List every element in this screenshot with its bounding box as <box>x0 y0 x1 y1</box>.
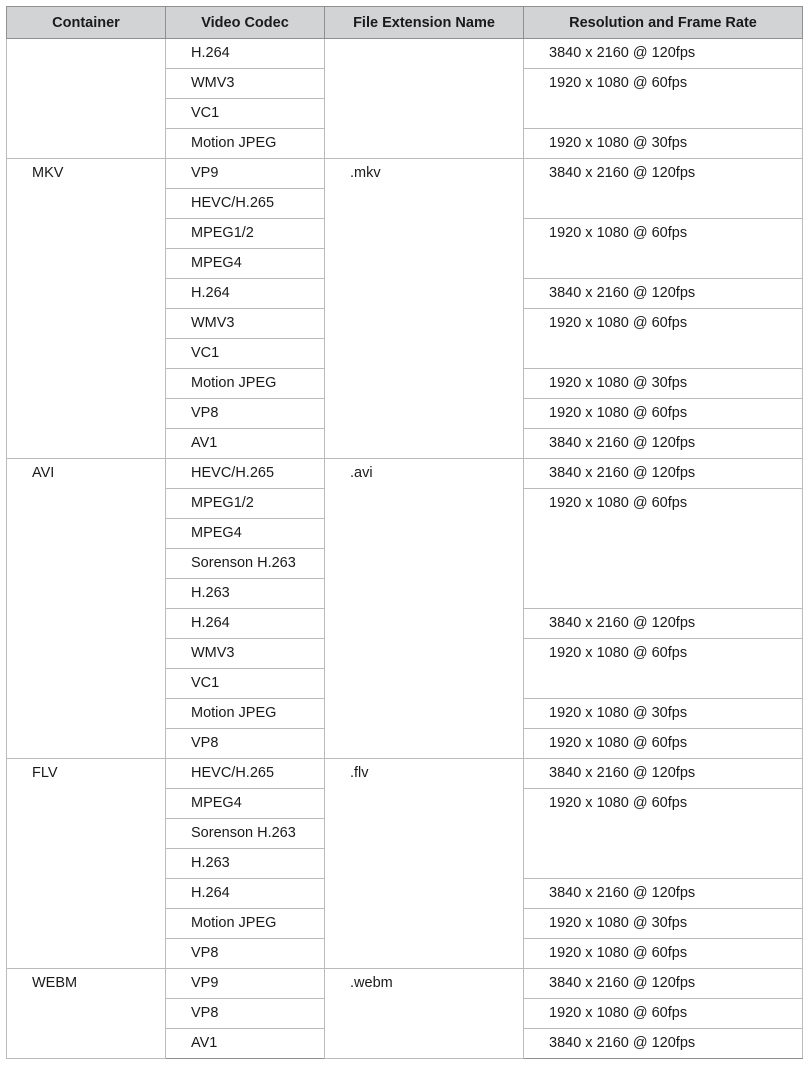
header-row <box>7 7 803 39</box>
resolution-cell: 3840 x 2160 @ 120fps <box>524 429 803 459</box>
video-codec-cell: HEVC/H.265 <box>166 189 325 219</box>
file-extension-cell: .mkv <box>325 159 524 459</box>
resolution-cell: 1920 x 1080 @ 30fps <box>524 129 803 159</box>
resolution-cell: 1920 x 1080 @ 60fps <box>524 309 803 369</box>
video-codec-cell: MPEG4 <box>166 519 325 549</box>
resolution-cell: 3840 x 2160 @ 120fps <box>524 759 803 789</box>
video-codec-cell: VP9 <box>166 159 325 189</box>
video-format-table <box>6 6 803 1059</box>
video-codec-cell: H.264 <box>166 879 325 909</box>
video-codec-cell: H.264 <box>166 609 325 639</box>
video-codec-cell: H.264 <box>166 279 325 309</box>
container-cell: WEBM <box>7 969 166 1059</box>
video-codec-cell: WMV3 <box>166 69 325 99</box>
resolution-cell: 3840 x 2160 @ 120fps <box>524 459 803 489</box>
video-codec-cell: MPEG1/2 <box>166 219 325 249</box>
container-cell: FLV <box>7 759 166 969</box>
video-codec-cell: Motion JPEG <box>166 369 325 399</box>
resolution-cell: 1920 x 1080 @ 60fps <box>524 399 803 429</box>
video-codec-cell: VC1 <box>166 339 325 369</box>
video-codec-cell: MPEG4 <box>166 789 325 819</box>
table-row <box>7 159 803 189</box>
container-cell <box>7 39 166 159</box>
resolution-cell: 1920 x 1080 @ 60fps <box>524 729 803 759</box>
file-extension-cell: .webm <box>325 969 524 1059</box>
resolution-cell: 3840 x 2160 @ 120fps <box>524 1029 803 1059</box>
video-codec-cell: WMV3 <box>166 309 325 339</box>
video-codec-cell: VP9 <box>166 969 325 999</box>
resolution-cell: 3840 x 2160 @ 120fps <box>524 39 803 69</box>
video-codec-cell: VP8 <box>166 399 325 429</box>
table-row <box>7 969 803 999</box>
resolution-cell: 1920 x 1080 @ 60fps <box>524 489 803 609</box>
video-codec-cell: H.263 <box>166 579 325 609</box>
resolution-cell: 1920 x 1080 @ 60fps <box>524 939 803 969</box>
resolution-cell: 1920 x 1080 @ 60fps <box>524 639 803 699</box>
video-codec-cell: MPEG1/2 <box>166 489 325 519</box>
video-codec-cell: VP8 <box>166 999 325 1029</box>
resolution-cell: 3840 x 2160 @ 120fps <box>524 279 803 309</box>
video-codec-cell: Sorenson H.263 <box>166 549 325 579</box>
table-body <box>7 39 803 1059</box>
file-extension-cell: .flv <box>325 759 524 969</box>
video-codec-cell: Motion JPEG <box>166 129 325 159</box>
header-video-codec: Video Codec <box>166 7 325 39</box>
video-codec-cell: VP8 <box>166 729 325 759</box>
video-codec-cell: Motion JPEG <box>166 909 325 939</box>
container-cell: MKV <box>7 159 166 459</box>
video-codec-cell: VP8 <box>166 939 325 969</box>
resolution-cell: 1920 x 1080 @ 60fps <box>524 999 803 1029</box>
video-codec-cell: HEVC/H.265 <box>166 759 325 789</box>
container-cell: AVI <box>7 459 166 759</box>
resolution-cell: 1920 x 1080 @ 30fps <box>524 909 803 939</box>
table-row <box>7 39 803 69</box>
resolution-cell: 1920 x 1080 @ 60fps <box>524 69 803 129</box>
resolution-cell: 3840 x 2160 @ 120fps <box>524 609 803 639</box>
table-row <box>7 459 803 489</box>
video-codec-cell: Sorenson H.263 <box>166 819 325 849</box>
video-codec-cell: AV1 <box>166 1029 325 1059</box>
video-codec-cell: H.263 <box>166 849 325 879</box>
video-codec-cell: VC1 <box>166 99 325 129</box>
resolution-cell: 3840 x 2160 @ 120fps <box>524 969 803 999</box>
resolution-cell: 1920 x 1080 @ 30fps <box>524 699 803 729</box>
video-codec-cell: WMV3 <box>166 639 325 669</box>
table-row <box>7 759 803 789</box>
video-codec-cell: AV1 <box>166 429 325 459</box>
file-extension-cell: .avi <box>325 459 524 759</box>
file-extension-cell <box>325 39 524 159</box>
video-codec-cell: VC1 <box>166 669 325 699</box>
video-codec-cell: H.264 <box>166 39 325 69</box>
video-codec-cell: Motion JPEG <box>166 699 325 729</box>
header-container: Container <box>7 7 166 39</box>
header-resolution: Resolution and Frame Rate <box>524 7 803 39</box>
resolution-cell: 1920 x 1080 @ 60fps <box>524 219 803 279</box>
resolution-cell: 3840 x 2160 @ 120fps <box>524 879 803 909</box>
video-codec-cell: HEVC/H.265 <box>166 459 325 489</box>
resolution-cell: 1920 x 1080 @ 60fps <box>524 789 803 879</box>
resolution-cell: 3840 x 2160 @ 120fps <box>524 159 803 219</box>
header-file-extension: File Extension Name <box>325 7 524 39</box>
resolution-cell: 1920 x 1080 @ 30fps <box>524 369 803 399</box>
video-codec-cell: MPEG4 <box>166 249 325 279</box>
